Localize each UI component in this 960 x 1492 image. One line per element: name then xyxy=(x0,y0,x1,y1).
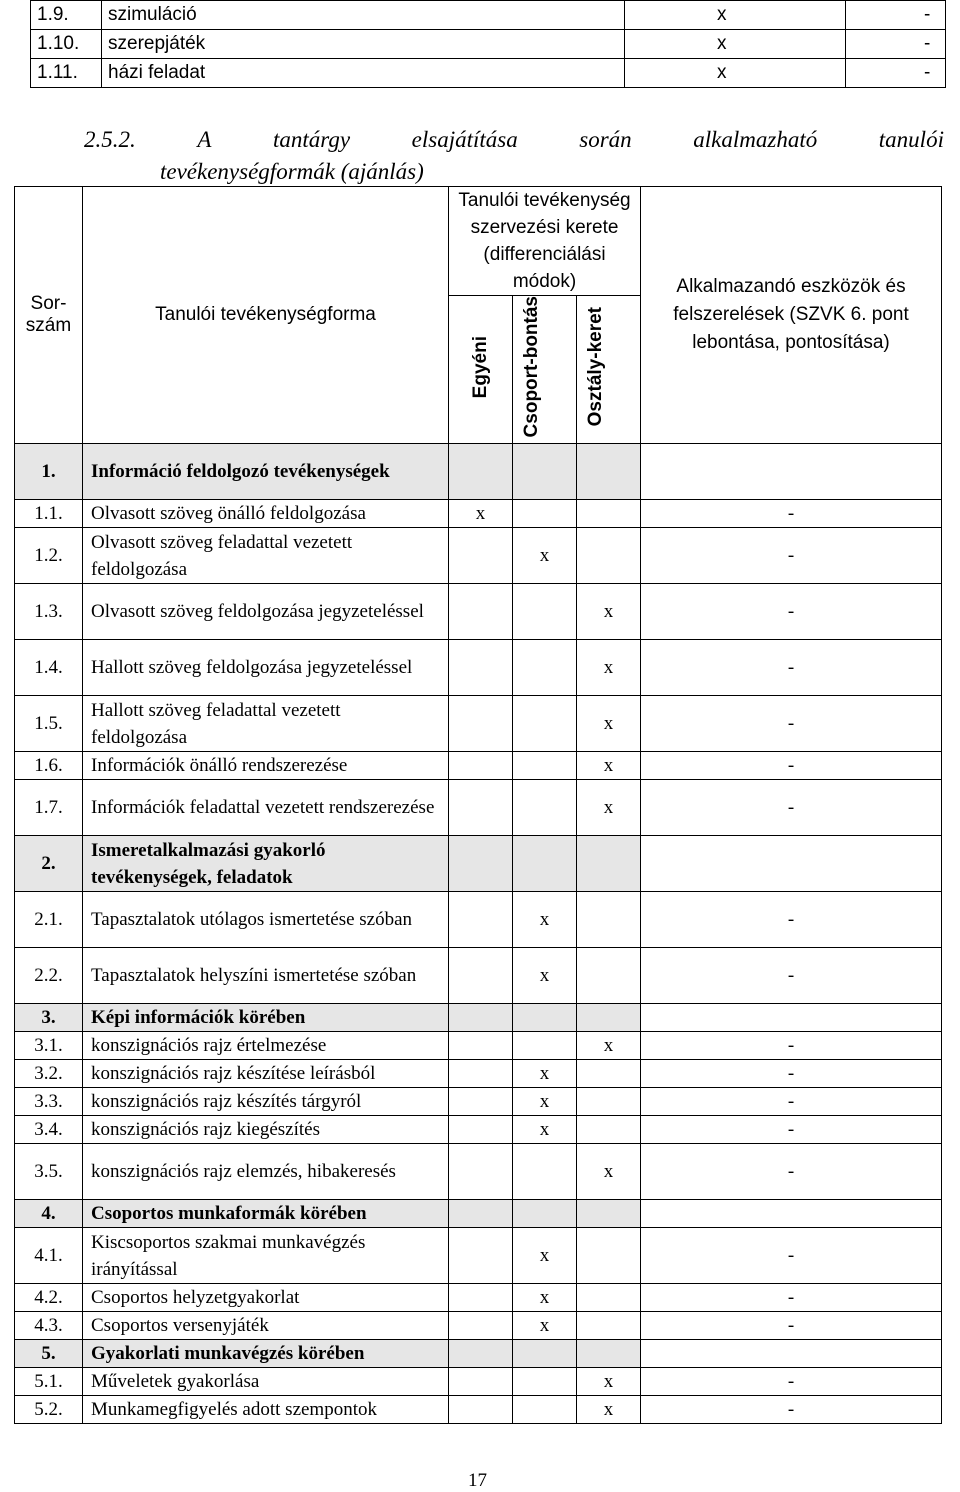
row-label: konszignációs rajz készítés tárgyról xyxy=(83,1088,449,1116)
dash-cell: - xyxy=(641,500,942,528)
row-label: konszignációs rajz kiegészítés xyxy=(83,1116,449,1144)
empty-cell xyxy=(449,640,513,696)
dash-cell: - xyxy=(641,780,942,836)
row-dash: - xyxy=(846,1,946,30)
section-row xyxy=(15,1340,942,1368)
empty-cell xyxy=(449,892,513,948)
row-number: 3.2. xyxy=(15,1060,83,1088)
section-heading xyxy=(84,124,944,188)
row-label: Olvasott szöveg feladattal vezetett feldolgozása xyxy=(83,528,449,584)
mark-cell: x xyxy=(513,892,577,948)
dash-cell: - xyxy=(641,584,942,640)
table-row xyxy=(15,584,942,640)
mark-cell: x xyxy=(513,528,577,584)
heading-word: során xyxy=(579,127,632,152)
mark-cell: x xyxy=(577,752,641,780)
row-label: Hallott szöveg feladattal vezetett feldolgozása xyxy=(83,696,449,752)
heading-word: tanulói xyxy=(878,127,944,152)
empty-cell xyxy=(641,1004,942,1032)
header-osztaly xyxy=(577,296,641,444)
dash-cell: - xyxy=(641,892,942,948)
section-row xyxy=(15,1200,942,1228)
empty-cell xyxy=(449,948,513,1004)
header-eszkozok: Alkalmazandó eszközök és felszerelések (SZVK 6. pont lebontása, pontosítása) xyxy=(641,187,942,444)
table-row xyxy=(15,1088,942,1116)
row-number: 1.5. xyxy=(15,696,83,752)
row-label: Tapasztalatok helyszíni ismertetése szóban xyxy=(83,948,449,1004)
previous-table xyxy=(30,0,946,88)
table-row xyxy=(15,500,942,528)
row-number: 2.2. xyxy=(15,948,83,1004)
heading-line2: tevékenységformák (ajánlás) xyxy=(160,159,424,184)
header-sorszam: Sor-szám xyxy=(15,187,83,444)
dash-cell: - xyxy=(641,1032,942,1060)
header-keret: Tanulói tevékenység szervezési kerete (differenciálási módok) xyxy=(449,187,641,296)
row-number: 1.9. xyxy=(31,1,102,30)
empty-cell xyxy=(641,1340,942,1368)
dash-cell: - xyxy=(641,1368,942,1396)
mark-cell: x xyxy=(513,1312,577,1340)
header-osztaly-text: Osztály-keret xyxy=(584,307,606,427)
table-row xyxy=(15,892,942,948)
table-row xyxy=(15,1116,942,1144)
empty-cell xyxy=(513,1032,577,1060)
section-row xyxy=(15,836,942,892)
row-number: 4.3. xyxy=(15,1312,83,1340)
row-number: 1.3. xyxy=(15,584,83,640)
section-label: Csoportos munkaformák körében xyxy=(83,1200,449,1228)
table-row xyxy=(15,696,942,752)
row-number: 5.2. xyxy=(15,1396,83,1424)
empty-cell xyxy=(577,1228,641,1284)
row-label: szimuláció xyxy=(102,1,625,30)
row-label: Olvasott szöveg feldolgozása jegyzeteléssel xyxy=(83,584,449,640)
empty-cell xyxy=(577,892,641,948)
row-number: 1.4. xyxy=(15,640,83,696)
empty-cell xyxy=(449,1088,513,1116)
row-number: 3.4. xyxy=(15,1116,83,1144)
empty-cell xyxy=(513,500,577,528)
row-label: Olvasott szöveg önálló feldolgozása xyxy=(83,500,449,528)
row-label: szerepjáték xyxy=(102,30,625,59)
dash-cell: - xyxy=(641,1088,942,1116)
row-number: 3.1. xyxy=(15,1032,83,1060)
empty-cell xyxy=(449,696,513,752)
section-label: Gyakorlati munkavégzés körében xyxy=(83,1340,449,1368)
heading-word: elsajátítása xyxy=(411,127,518,152)
empty-cell xyxy=(513,1200,577,1228)
section-label: Képi információk körében xyxy=(83,1004,449,1032)
empty-cell xyxy=(449,1284,513,1312)
empty-cell xyxy=(449,1032,513,1060)
header-egyeni xyxy=(449,296,513,444)
section-number: 5. xyxy=(15,1340,83,1368)
row-label: Csoportos versenyjáték xyxy=(83,1312,449,1340)
row-number: 3.5. xyxy=(15,1144,83,1200)
empty-cell xyxy=(577,948,641,1004)
dash-cell: - xyxy=(641,1284,942,1312)
section-number: 1. xyxy=(15,444,83,500)
row-label: Információk feladattal vezetett rendszerezése xyxy=(83,780,449,836)
mark-cell: x xyxy=(513,1284,577,1312)
row-number: 5.1. xyxy=(15,1368,83,1396)
section-label: Ismeretalkalmazási gyakorló tevékenységek, feladatok xyxy=(83,836,449,892)
mark-cell: x xyxy=(577,696,641,752)
section-number: 4. xyxy=(15,1200,83,1228)
table-row xyxy=(15,1032,942,1060)
row-number: 4.2. xyxy=(15,1284,83,1312)
mark-cell: x xyxy=(513,1088,577,1116)
empty-cell xyxy=(513,1004,577,1032)
previous-table-row xyxy=(31,59,946,88)
empty-cell xyxy=(449,1116,513,1144)
empty-cell xyxy=(577,1060,641,1088)
empty-cell xyxy=(449,1004,513,1032)
empty-cell xyxy=(449,528,513,584)
row-mark: x xyxy=(625,30,846,59)
empty-cell xyxy=(513,836,577,892)
row-label: Csoportos helyzetgyakorlat xyxy=(83,1284,449,1312)
row-dash: - xyxy=(846,30,946,59)
mark-cell: x xyxy=(513,948,577,1004)
dash-cell: - xyxy=(641,1228,942,1284)
heading-number: 2.5.2. xyxy=(84,127,136,152)
section-label: Információ feldolgozó tevékenységek xyxy=(83,444,449,500)
empty-cell xyxy=(449,1200,513,1228)
empty-cell xyxy=(449,752,513,780)
dash-cell: - xyxy=(641,948,942,1004)
empty-cell xyxy=(449,584,513,640)
header-egyeni-text: Egyéni xyxy=(469,335,491,398)
mark-cell: x xyxy=(577,584,641,640)
row-label: Hallott szöveg feldolgozása jegyzeteléssel xyxy=(83,640,449,696)
empty-cell xyxy=(449,1340,513,1368)
row-number: 4.1. xyxy=(15,1228,83,1284)
table-row xyxy=(15,1312,942,1340)
activity-table xyxy=(14,186,942,1424)
dash-cell: - xyxy=(641,528,942,584)
table-row xyxy=(15,752,942,780)
row-number: 2.1. xyxy=(15,892,83,948)
empty-cell xyxy=(577,836,641,892)
empty-cell xyxy=(577,1340,641,1368)
empty-cell xyxy=(577,1284,641,1312)
mark-cell: x xyxy=(577,1396,641,1424)
row-number: 1.7. xyxy=(15,780,83,836)
empty-cell xyxy=(513,780,577,836)
dash-cell: - xyxy=(641,1312,942,1340)
empty-cell xyxy=(513,752,577,780)
mark-cell: x xyxy=(577,780,641,836)
row-label: Műveletek gyakorlása xyxy=(83,1368,449,1396)
row-mark: x xyxy=(625,59,846,88)
table-row xyxy=(15,640,942,696)
empty-cell xyxy=(577,1200,641,1228)
dash-cell: - xyxy=(641,696,942,752)
row-dash: - xyxy=(846,59,946,88)
mark-cell: x xyxy=(577,640,641,696)
empty-cell xyxy=(513,1340,577,1368)
empty-cell xyxy=(513,1368,577,1396)
dash-cell: - xyxy=(641,752,942,780)
header-forma: Tanulói tevékenységforma xyxy=(83,187,449,444)
row-label: Kiscsoportos szakmai munkavégzés irányítással xyxy=(83,1228,449,1284)
mark-cell: x xyxy=(513,1060,577,1088)
empty-cell xyxy=(449,1060,513,1088)
heading-word: tantárgy xyxy=(272,127,351,152)
row-number: 1.1. xyxy=(15,500,83,528)
row-label: konszignációs rajz készítése leírásból xyxy=(83,1060,449,1088)
empty-cell xyxy=(577,500,641,528)
table-row xyxy=(15,1396,942,1424)
empty-cell xyxy=(641,836,942,892)
empty-cell xyxy=(449,1396,513,1424)
row-label: Tapasztalatok utólagos ismertetése szóban xyxy=(83,892,449,948)
empty-cell xyxy=(449,780,513,836)
heading-word: alkalmazható xyxy=(693,127,818,152)
empty-cell xyxy=(513,1144,577,1200)
empty-cell xyxy=(641,444,942,500)
empty-cell xyxy=(449,1144,513,1200)
empty-cell xyxy=(449,1368,513,1396)
section-row xyxy=(15,444,942,500)
empty-cell xyxy=(513,640,577,696)
row-number: 1.6. xyxy=(15,752,83,780)
dash-cell: - xyxy=(641,1144,942,1200)
row-mark: x xyxy=(625,1,846,30)
table-row xyxy=(15,780,942,836)
empty-cell xyxy=(577,528,641,584)
table-row xyxy=(15,1228,942,1284)
row-number: 3.3. xyxy=(15,1088,83,1116)
dash-cell: - xyxy=(641,1060,942,1088)
table-row xyxy=(15,1368,942,1396)
empty-cell xyxy=(513,584,577,640)
row-label: Információk önálló rendszerezése xyxy=(83,752,449,780)
empty-cell xyxy=(577,1004,641,1032)
empty-cell xyxy=(513,696,577,752)
empty-cell xyxy=(513,1396,577,1424)
previous-table-row xyxy=(31,30,946,59)
mark-cell: x xyxy=(577,1032,641,1060)
row-label: konszignációs rajz értelmezése xyxy=(83,1032,449,1060)
table-row xyxy=(15,528,942,584)
empty-cell xyxy=(577,1312,641,1340)
row-label: Munkamegfigyelés adott szempontok xyxy=(83,1396,449,1424)
section-number: 3. xyxy=(15,1004,83,1032)
section-row xyxy=(15,1004,942,1032)
table-row xyxy=(15,1144,942,1200)
row-label: konszignációs rajz elemzés, hibakeresés xyxy=(83,1144,449,1200)
table-row xyxy=(15,1060,942,1088)
empty-cell xyxy=(641,1200,942,1228)
header-csoport xyxy=(513,296,577,444)
empty-cell xyxy=(449,444,513,500)
section-number: 2. xyxy=(15,836,83,892)
mark-cell: x xyxy=(577,1144,641,1200)
mark-cell: x xyxy=(513,1228,577,1284)
row-number: 1.11. xyxy=(31,59,102,88)
dash-cell: - xyxy=(641,640,942,696)
row-number: 1.2. xyxy=(15,528,83,584)
dash-cell: - xyxy=(641,1116,942,1144)
empty-cell xyxy=(513,444,577,500)
empty-cell xyxy=(449,1228,513,1284)
empty-cell xyxy=(577,1088,641,1116)
empty-cell xyxy=(449,1312,513,1340)
header-csoport-text: Csoport-bontás xyxy=(520,296,542,438)
empty-cell xyxy=(577,444,641,500)
row-number: 1.10. xyxy=(31,30,102,59)
table-row xyxy=(15,948,942,1004)
page-number: 17 xyxy=(468,1470,487,1491)
row-label: házi feladat xyxy=(102,59,625,88)
mark-cell: x xyxy=(577,1368,641,1396)
previous-table-row xyxy=(31,1,946,30)
empty-cell xyxy=(577,1116,641,1144)
heading-word: A xyxy=(197,127,212,152)
mark-cell: x xyxy=(449,500,513,528)
mark-cell: x xyxy=(513,1116,577,1144)
empty-cell xyxy=(449,836,513,892)
table-row xyxy=(15,1284,942,1312)
dash-cell: - xyxy=(641,1396,942,1424)
